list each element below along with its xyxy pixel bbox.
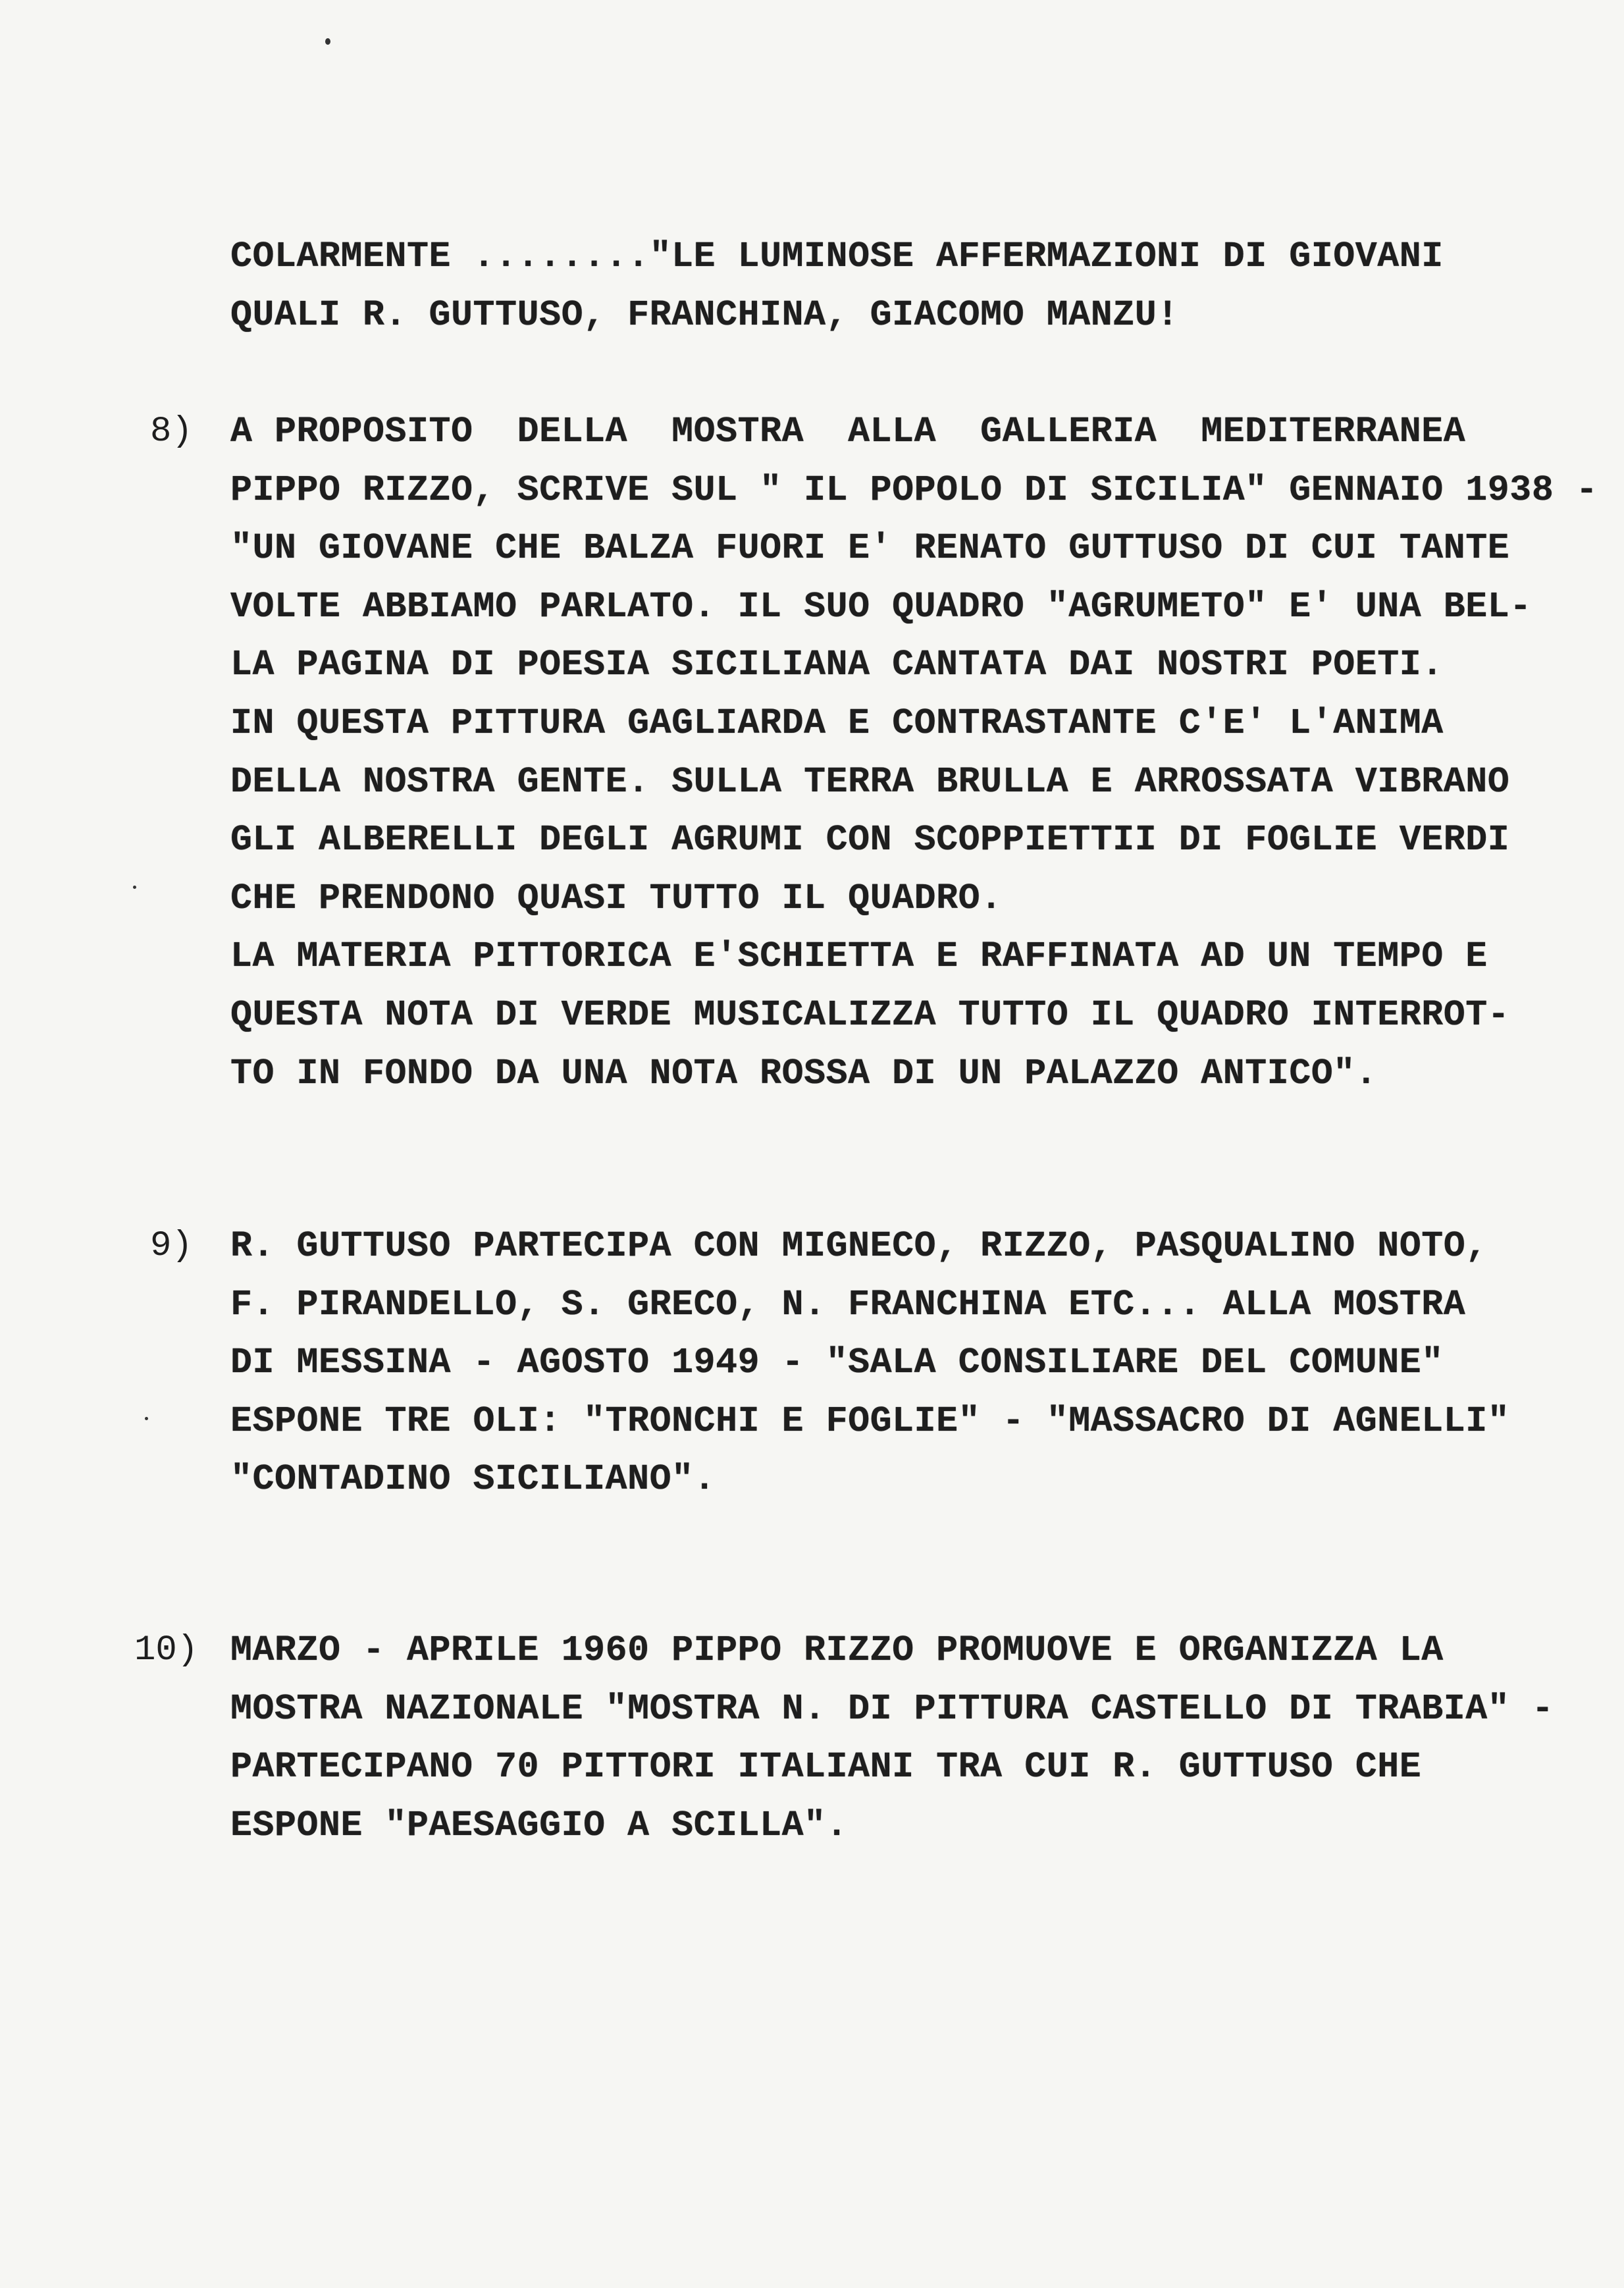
text-line: TO IN FONDO DA UNA NOTA ROSSA DI UN PALAZZO ANTICO". (230, 1052, 1378, 1094)
text-line: ESPONE TRE OLI: "TRONCHI E FOGLIE" - "MASSACRO DI AGNELLI" (230, 1400, 1510, 1442)
text-line: IN QUESTA PITTURA GAGLIARDA E CONTRASTANTE C'E' L'ANIMA (230, 702, 1444, 744)
text-line: MOSTRA NAZIONALE "MOSTRA N. DI PITTURA CASTELLO DI TRABIA" - (230, 1688, 1554, 1730)
text-line: F. PIRANDELLO, S. GRECO, N. FRANCHINA ETC... ALLA MOSTRA (230, 1283, 1466, 1325)
item-number: 9) (150, 1226, 193, 1266)
text-line: PARTECIPANO 70 PITTORI ITALIANI TRA CUI R. GUTTUSO CHE (230, 1746, 1422, 1788)
text-line: QUALI R. GUTTUSO, FRANCHINA, GIACOMO MANZU! (230, 294, 1179, 336)
text-line: LA PAGINA DI POESIA SICILIANA CANTATA DAI NOSTRI POETI. (230, 644, 1444, 686)
paper-speck (145, 1417, 148, 1420)
text-line: DELLA NOSTRA GENTE. SULLA TERRA BRULLA E ARROSSATA VIBRANO (230, 760, 1510, 803)
text-line: VOLTE ABBIAMO PARLATO. IL SUO QUADRO "AGRUMETO" E' UNA BEL- (230, 585, 1532, 627)
paper-speck (133, 886, 136, 889)
text-line: PIPPO RIZZO, SCRIVE SUL " IL POPOLO DI SICILIA" GENNAIO 1938 - (230, 469, 1598, 511)
text-line: ESPONE "PAESAGGIO A SCILLA". (230, 1804, 849, 1846)
text-line: "UN GIOVANE CHE BALZA FUORI E' RENATO GUTTUSO DI CUI TANTE (230, 527, 1510, 570)
paper-speck (325, 38, 330, 45)
item-number: 10) (134, 1630, 199, 1670)
text-line: MARZO - APRILE 1960 PIPPO RIZZO PROMUOVE E ORGANIZZA LA (230, 1630, 1444, 1671)
text-line: R. GUTTUSO PARTECIPA CON MIGNECO, RIZZO, PASQUALINO NOTO, (230, 1225, 1488, 1267)
text-line: COLARMENTE ........"LE LUMINOSE AFFERMAZIONI DI GIOVANI (230, 236, 1444, 277)
text-line: CHE PRENDONO QUASI TUTTO IL QUADRO. (230, 877, 1003, 919)
item-number: 8) (150, 412, 193, 452)
text-line: "CONTADINO SICILIANO". (230, 1458, 716, 1501)
text-line: LA MATERIA PITTORICA E'SCHIETTA E RAFFINATA AD UN TEMPO E (230, 936, 1488, 978)
text-line: DI MESSINA - AGOSTO 1949 - "SALA CONSILIARE DEL COMUNE" (230, 1342, 1444, 1384)
text-line: QUESTA NOTA DI VERDE MUSICALIZZA TUTTO IL QUADRO INTERROT- (230, 994, 1510, 1036)
text-line: A PROPOSITO DELLA MOSTRA ALLA GALLERIA MEDITERRANEA (230, 411, 1466, 452)
text-line: GLI ALBERELLI DEGLI AGRUMI CON SCOPPIETTII DI FOGLIE VERDI (230, 819, 1510, 861)
